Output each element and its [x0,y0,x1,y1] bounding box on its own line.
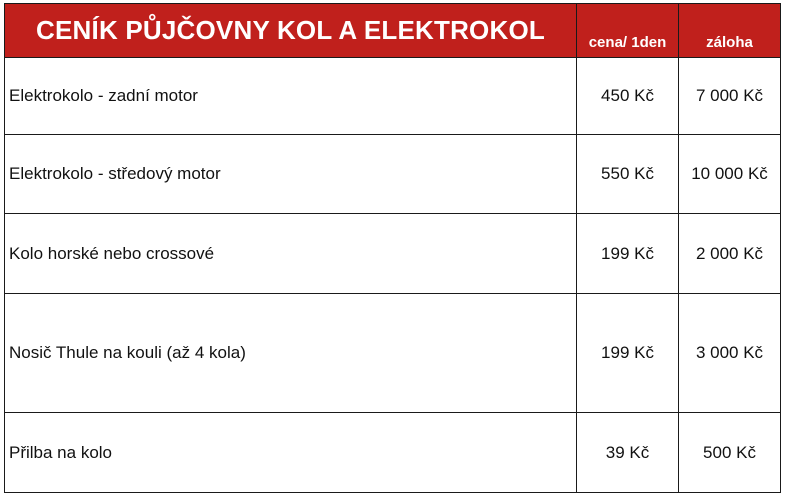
item-deposit: 2 000 Kč [679,214,781,294]
item-name: Přilba na kolo [5,413,577,493]
item-price: 199 Kč [577,214,679,294]
item-name: Elektrokolo - zadní motor [5,58,577,135]
item-deposit: 500 Kč [679,413,781,493]
header-row [5,4,781,58]
price-table [4,3,781,493]
table-row [5,294,781,413]
item-name: Nosič Thule na kouli (až 4 kola) [5,294,577,413]
item-deposit: 3 000 Kč [679,294,781,413]
table-title: CENÍK PŮJČOVNY KOL A ELEKTROKOL [5,4,577,58]
item-price: 199 Kč [577,294,679,413]
table-row [5,135,781,214]
item-price: 450 Kč [577,58,679,135]
item-name: Elektrokolo - středový motor [5,135,577,214]
price-column-header: cena/ 1den [577,4,679,58]
item-deposit: 10 000 Kč [679,135,781,214]
item-price: 550 Kč [577,135,679,214]
item-deposit: 7 000 Kč [679,58,781,135]
deposit-column-header: záloha [679,4,781,58]
table-row [5,58,781,135]
item-price: 39 Kč [577,413,679,493]
item-name: Kolo horské nebo crossové [5,214,577,294]
table-row [5,214,781,294]
table-row [5,413,781,493]
